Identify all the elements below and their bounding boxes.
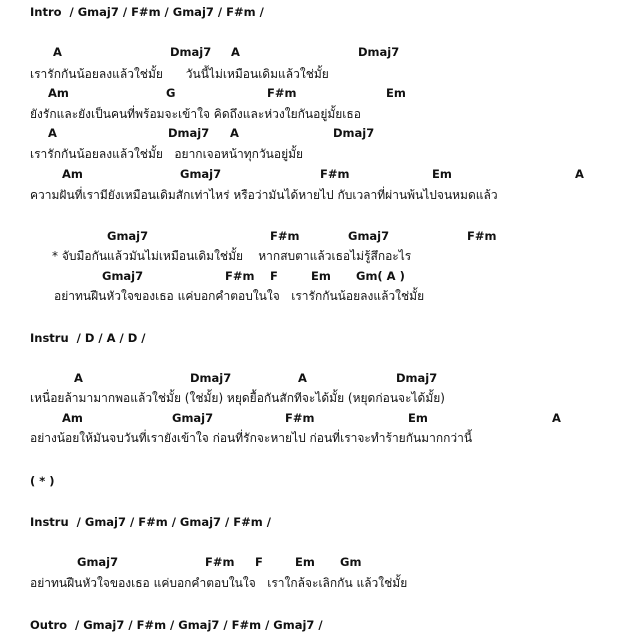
chord-label: Gmaj7 <box>77 555 119 569</box>
chord-label: A <box>230 126 239 140</box>
chord-label: G <box>166 86 176 100</box>
chord-label: Am <box>62 411 83 425</box>
chord-label: A <box>74 371 83 385</box>
chord-label: F#m <box>285 411 315 425</box>
chord-label: Em <box>295 555 315 569</box>
intro-line: Intro / Gmaj7 / F#m / Gmaj7 / F#m / <box>30 5 264 19</box>
chord-label: Gmaj7 <box>102 269 144 283</box>
chord-label: Gmaj7 <box>180 167 222 181</box>
chord-label: F#m <box>467 229 497 243</box>
chord-label: Em <box>386 86 406 100</box>
lyric-line: ความฝันที่เรามียังเหมือนเดิมสักเท่าไหร่ หรือว่ามันได้หายไป กับเวลาที่ผ่านพ้นไปจนหมดแล้ว <box>30 188 498 202</box>
chord-label: Dmaj7 <box>396 371 438 385</box>
chord-label: F#m <box>320 167 350 181</box>
chord-label: Gmaj7 <box>107 229 149 243</box>
chord-label: F <box>255 555 263 569</box>
chord-label: Em <box>408 411 428 425</box>
chord-label: Dmaj7 <box>190 371 232 385</box>
instru-line-2: Instru / Gmaj7 / F#m / Gmaj7 / F#m / <box>30 515 271 529</box>
chord-label: A <box>48 126 57 140</box>
chord-label: A <box>53 45 62 59</box>
chord-label: Gm <box>340 555 362 569</box>
chord-label: Em <box>311 269 331 283</box>
lyric-line: ยังรักและยังเป็นคนที่พร้อมจะเข้าใจ คิดถึงและห่วงใยกันอยู่มั้ยเธอ <box>30 107 361 121</box>
chord-label: Dmaj7 <box>168 126 210 140</box>
chord-label: A <box>298 371 307 385</box>
chord-label: Gm( A ) <box>356 269 405 283</box>
chord-label: Am <box>48 86 69 100</box>
chord-label: A <box>231 45 240 59</box>
chord-label: Gmaj7 <box>348 229 390 243</box>
instru-line: Instru / D / A / D / <box>30 331 146 345</box>
lyric-line: เรารักกันน้อยลงแล้วใช่มั้ย วันนี้ไม่เหมือนเดิมแล้วใช่มั้ย <box>30 67 329 81</box>
outro-line: Outro / Gmaj7 / F#m / Gmaj7 / F#m / Gmaj7 / <box>30 618 323 632</box>
lyric-line: อย่างน้อยให้มันจบวันที่เรายังเข้าใจ ก่อนที่รักจะหายไป ก่อนที่เราจะทำร้ายกันมากกว่านี้ <box>30 431 473 445</box>
chord-label: Dmaj7 <box>358 45 400 59</box>
chord-label: Dmaj7 <box>170 45 212 59</box>
chord-label: Gmaj7 <box>172 411 214 425</box>
lyric-line: * จับมือกันแล้วมันไม่เหมือนเดิมใช่มั้ย หากสบตาแล้วเธอไม่รู้สึกอะไร <box>52 249 412 263</box>
chord-label: F#m <box>270 229 300 243</box>
lyric-line: อย่าทนฝืนหัวใจของเธอ แค่บอกคำตอบในใจ เราใกล้จะเลิกกัน แล้วใช่มั้ย <box>30 576 408 590</box>
chord-label: F#m <box>267 86 297 100</box>
chord-label: F#m <box>205 555 235 569</box>
lyric-line: อย่าทนฝืนหัวใจของเธอ แค่บอกคำตอบในใจ เรารักกันน้อยลงแล้วใช่มั้ย <box>54 289 425 303</box>
chord-label: Dmaj7 <box>333 126 375 140</box>
chord-label: A <box>552 411 561 425</box>
chord-label: F <box>270 269 278 283</box>
lyric-line: เรารักกันน้อยลงแล้วใช่มั้ย อยากเจอหน้าทุกวันอยู่มั้ย <box>30 147 304 161</box>
chorus-repeat-marker: ( * ) <box>30 474 55 488</box>
lyric-line: เหนื่อยล้ามามากพอแล้วใช่มั้ย (ใช่มั้ย) หยุดยื้อกันสักทีจะได้มั้ย (หยุดก่อนจะได้มั้ย) <box>30 391 445 405</box>
chord-label: F#m <box>225 269 255 283</box>
chord-label: Am <box>62 167 83 181</box>
chord-label: A <box>575 167 584 181</box>
chord-label: Em <box>432 167 452 181</box>
